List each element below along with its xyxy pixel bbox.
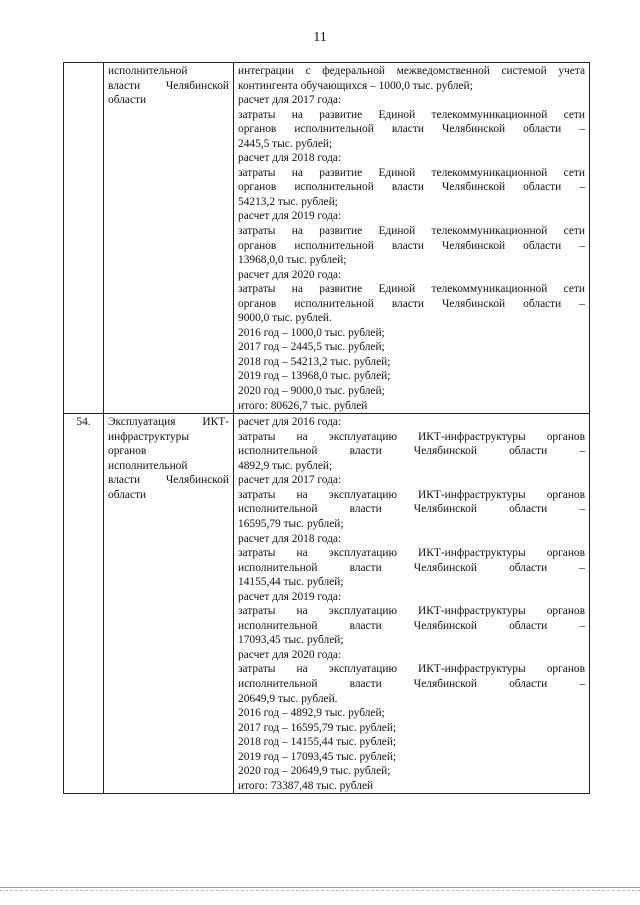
measure-name-cell	[104, 414, 234, 794]
calculation-line: 16595,79 тыс. рублей;	[238, 517, 344, 530]
calculation-line: исполнительной власти Челябинской области –	[238, 445, 585, 458]
calculation-line: органов исполнительной власти Челябинской области –	[238, 297, 585, 310]
calculation-line: расчет для 2018 года:	[238, 152, 342, 165]
row-number: 54.	[76, 416, 91, 429]
page-number: 11	[313, 30, 327, 45]
calculation-line: затраты на эксплуатацию ИКТ-инфраструктуры органов	[238, 430, 585, 443]
footer-divider	[0, 887, 640, 888]
calculation-line: интеграции с федеральной межведомственной системой учета	[238, 65, 585, 77]
calculation-line: затраты на развитие Единой телекоммуникационной сети	[238, 108, 585, 121]
calculation-line: 4892,9 тыс. рублей;	[238, 459, 333, 472]
row-number-cell	[64, 63, 104, 414]
calculation-line: 2019 год – 17093,45 тыс. рублей;	[238, 750, 397, 763]
calculation-line: органов исполнительной власти Челябинской области –	[238, 181, 585, 194]
calculation-line: 20649,9 тыс. рублей.	[238, 692, 338, 705]
calculation-line: 13968,0,0 тыс. рублей;	[238, 254, 347, 267]
calculation-line: затраты на эксплуатацию ИКТ-инфраструктуры органов	[238, 488, 585, 501]
calculation-line: затраты на эксплуатацию ИКТ-инфраструктуры органов	[238, 605, 585, 618]
measure-name-line: исполнительной	[108, 65, 188, 77]
row-number-cell	[64, 414, 104, 794]
calculation-line: 2017 год – 2445,5 тыс. рублей;	[238, 341, 385, 354]
calculation-line: исполнительной власти Челябинской области –	[238, 677, 585, 690]
calculation-line: расчет для 2017 года:	[238, 474, 342, 487]
calculation-cell	[234, 414, 590, 794]
calculation-line: 17093,45 тыс. рублей;	[238, 634, 344, 647]
calculation-line: органов исполнительной власти Челябинской области –	[238, 239, 585, 252]
calculation-line: затраты на развитие Единой телекоммуникационной сети	[238, 166, 585, 179]
calculation-line: 2019 год – 13968,0 тыс. рублей;	[238, 370, 391, 383]
measure-name-line: инфраструктуры	[108, 430, 189, 443]
calculation-line: 2018 год – 14155,44 тыс. рублей;	[238, 736, 397, 749]
measure-name-line: области	[108, 488, 147, 501]
calculation-line: расчет для 2016 года:	[238, 416, 342, 429]
calculation-line: органов исполнительной власти Челябинской области –	[238, 123, 585, 136]
calculation-cell	[234, 63, 590, 414]
table-row	[64, 63, 590, 414]
calculation-line: 2445,5 тыс. рублей;	[238, 137, 333, 150]
measure-name-line: органов	[108, 445, 147, 458]
calculation-line: итого: 73387,48 тыс. рублей	[238, 779, 374, 792]
calculation-line: 2020 год – 20649,9 тыс. рублей;	[238, 765, 391, 778]
calculation-line: контингента обучающихся – 1000,0 тыс. рублей;	[238, 79, 473, 92]
measure-name-line: исполнительной	[108, 459, 188, 472]
calculation-line: исполнительной власти Челябинской области –	[238, 619, 585, 632]
measure-name-cell	[104, 63, 234, 414]
calculation-line: расчет для 2020 года:	[238, 268, 342, 281]
table-body	[64, 63, 590, 794]
calculation-line: 2017 год – 16595,79 тыс. рублей;	[238, 721, 397, 734]
table-row	[64, 414, 590, 794]
calculation-line: 14155,44 тыс. рублей;	[238, 576, 344, 589]
calculation-line: расчет для 2019 года:	[238, 210, 342, 223]
calculation-line: 2018 год – 54213,2 тыс. рублей;	[238, 355, 391, 368]
calculation-line: затраты на эксплуатацию ИКТ-инфраструктуры органов	[238, 663, 585, 676]
measure-name-line: власти Челябинской	[108, 79, 229, 92]
calculation-line: затраты на эксплуатацию ИКТ-инфраструктуры органов	[238, 547, 585, 560]
calculation-line: итого: 80626,7 тыс. рублей	[238, 399, 368, 412]
calculation-line: 2016 год – 1000,0 тыс. рублей;	[238, 326, 385, 339]
calculation-line: расчет для 2020 года:	[238, 648, 342, 661]
calculation-line: 54213,2 тыс. рублей;	[238, 195, 338, 208]
calculation-line: расчет для 2018 года:	[238, 532, 342, 545]
cost-table	[63, 62, 590, 794]
measure-name-line: Эксплуатация ИКТ-	[108, 416, 229, 429]
calculation-line: 2020 год – 9000,0 тыс. рублей;	[238, 385, 385, 398]
calculation-line: расчет для 2017 года:	[238, 94, 342, 107]
calculation-line: 2016 год – 4892,9 тыс. рублей;	[238, 707, 385, 720]
calculation-line: исполнительной власти Челябинской области –	[238, 561, 585, 574]
footer-divider-secondary	[0, 890, 640, 891]
calculation-line: затраты на развитие Единой телекоммуникационной сети	[238, 225, 585, 238]
calculation-line: расчет для 2019 года:	[238, 590, 342, 603]
calculation-line: исполнительной власти Челябинской области –	[238, 503, 585, 516]
measure-name-line: области	[108, 94, 147, 107]
measure-name-line: власти Челябинской	[108, 474, 229, 487]
calculation-line: 9000,0 тыс. рублей.	[238, 312, 332, 325]
calculation-line: затраты на развитие Единой телекоммуникационной сети	[238, 283, 585, 296]
